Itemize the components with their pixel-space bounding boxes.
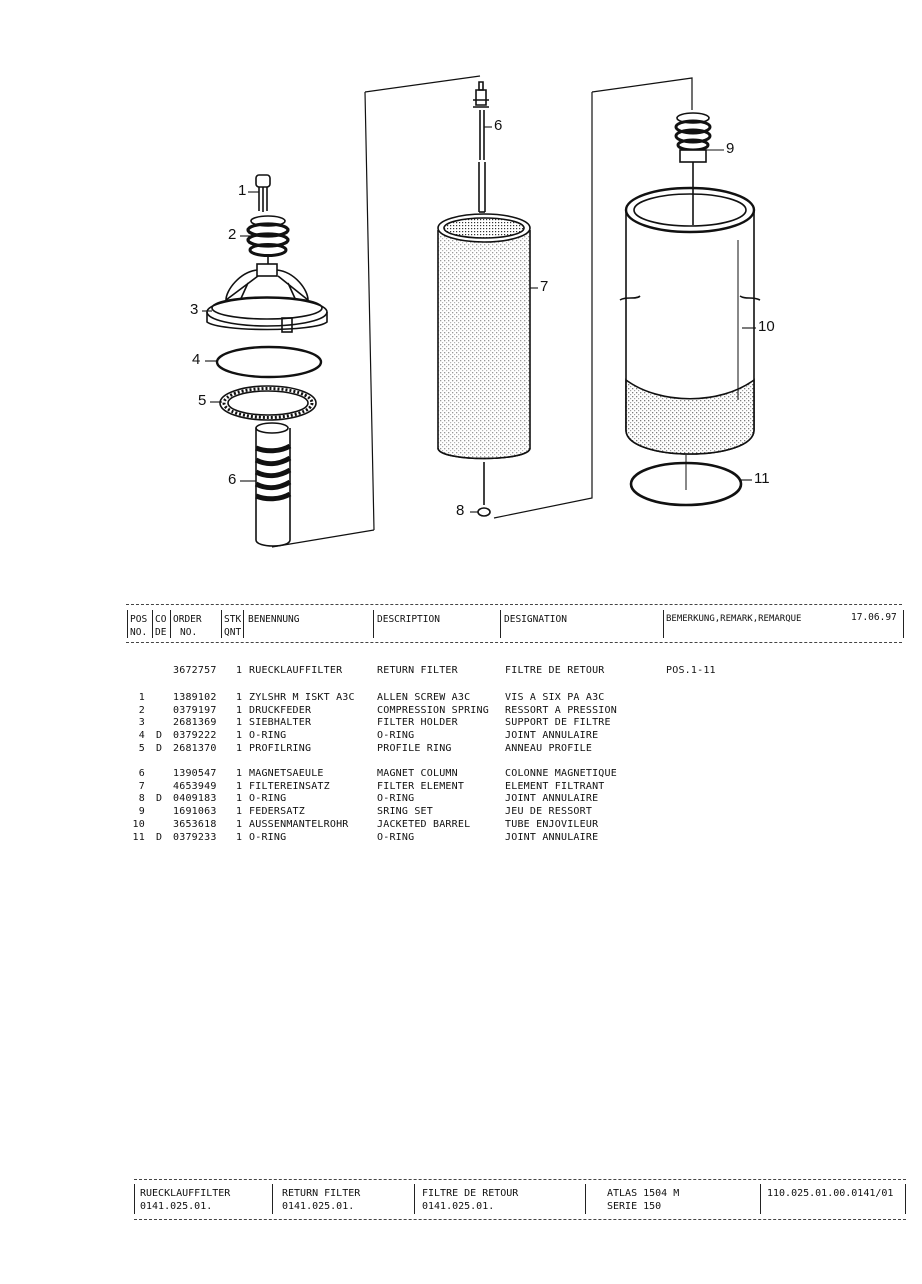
designation-cell: JEU DE RESSORT	[505, 806, 593, 818]
footer-code-1: 0141.025.01.	[140, 1201, 213, 1212]
footer-bottom-rule	[134, 1219, 906, 1220]
description-cell: O-RING	[377, 730, 415, 742]
col-order-no: NO.	[180, 627, 198, 638]
description-cell: FILTER HOLDER	[377, 717, 458, 729]
pos-cell: 3	[138, 717, 145, 729]
magnet-column-part	[256, 423, 290, 546]
benennung-cell: MAGNETSAEULE	[249, 768, 324, 779]
order-cell: 3672757	[173, 665, 217, 676]
pos-cell: 8	[138, 793, 145, 805]
benennung-cell: RUECKLAUFFILTER	[249, 665, 343, 676]
benennung-cell: O-RING	[249, 831, 287, 843]
col-designation: DESIGNATION	[504, 614, 567, 625]
order-cell: 0379233	[173, 831, 217, 843]
designation-cell: JOINT ANNULAIRE	[505, 730, 599, 742]
pos-cell: 9	[138, 806, 145, 818]
allen-screw-part	[256, 175, 270, 212]
description-cell: SRING SET	[377, 806, 433, 818]
designation-cell: ANNEAU PROFILE	[505, 742, 593, 754]
spring-set-part	[676, 113, 710, 225]
pos-cell: 5	[138, 742, 145, 754]
order-cell: 0409183	[173, 793, 217, 805]
stk-cell: 1	[236, 793, 243, 805]
footer-top-rule	[134, 1179, 906, 1180]
pos-cell: 7	[138, 780, 145, 792]
remark-cell: POS.1-11	[666, 665, 716, 676]
footer-code-2: 0141.025.01.	[282, 1201, 355, 1212]
filter-holder-part	[207, 264, 327, 332]
pos-cell: 4	[138, 730, 145, 742]
callout-5: 5	[198, 392, 207, 409]
designation-cell: VIS A SIX PA A3C	[505, 692, 605, 703]
footer-code-3: 0141.025.01.	[422, 1201, 495, 1212]
footer-doc-number: 110.025.01.00.0141/01	[767, 1188, 894, 1199]
footer-name-de: RUECKLAUFFILTER	[140, 1188, 231, 1199]
pos-cell: 10	[132, 818, 145, 830]
pos-cell: 1	[138, 692, 145, 703]
col-pos: POS	[130, 614, 148, 625]
callout-10: 10	[758, 318, 775, 335]
order-cell: 4653949	[173, 780, 217, 792]
designation-cell: JOINT ANNULAIRE	[505, 831, 599, 843]
designation-cell: RESSORT A PRESSION	[505, 704, 617, 716]
benennung-cell: FEDERSATZ	[249, 806, 305, 818]
callout-11: 11	[754, 470, 770, 487]
benennung-cell: DRUCKFEDER	[249, 704, 312, 716]
pos-cell: 11	[132, 831, 145, 843]
stk-cell: 1	[236, 768, 243, 779]
profile-ring-part	[220, 386, 316, 420]
stk-cell: 1	[236, 704, 243, 716]
benennung-cell: FILTEREINSATZ	[249, 780, 330, 792]
designation-cell: COLONNE MAGNETIQUE	[505, 768, 617, 779]
o-ring-part	[217, 347, 321, 377]
description-cell: ALLEN SCREW A3C	[377, 692, 471, 703]
benennung-cell: AUSSENMANTELROHR	[249, 818, 349, 830]
description-cell: RETURN FILTER	[377, 665, 458, 676]
order-cell: 2681370	[173, 742, 217, 754]
stk-cell: 1	[236, 806, 243, 818]
co-cell: D	[156, 831, 163, 843]
order-cell: 2681369	[173, 717, 217, 729]
col-description: DESCRIPTION	[377, 614, 440, 625]
callout-2: 2	[228, 226, 237, 243]
callout-6-left: 6	[228, 471, 237, 488]
filter-element-part	[438, 214, 530, 459]
footer-series: SERIE 150	[607, 1201, 662, 1212]
footer-model: ATLAS 1504 M	[607, 1188, 680, 1199]
stk-cell: 1	[236, 730, 243, 742]
small-o-ring-part	[478, 508, 490, 516]
designation-cell: TUBE ENJOVILEUR	[505, 818, 599, 830]
benennung-cell: SIEBHALTER	[249, 717, 312, 729]
description-cell: PROFILE RING	[377, 742, 452, 754]
description-cell: JACKETED BARREL	[377, 818, 471, 830]
description-cell: O-RING	[377, 831, 415, 843]
callout-1: 1	[238, 182, 247, 199]
co-cell: D	[156, 730, 163, 742]
benennung-cell: ZYLSHR M ISKT A3C	[249, 692, 355, 703]
col-bemerkung: BEMERKUNG,REMARK,REMARQUE	[666, 614, 802, 624]
designation-cell: FILTRE DE RETOUR	[505, 665, 605, 676]
order-cell: 3653618	[173, 818, 217, 830]
stk-cell: 1	[236, 742, 243, 754]
col-qnt: QNT	[224, 627, 242, 638]
designation-cell: ELEMENT FILTRANT	[505, 780, 605, 792]
callout-7: 7	[540, 278, 549, 295]
callout-8: 8	[456, 502, 465, 519]
order-cell: 1389102	[173, 692, 217, 703]
callout-6-middle: 6	[494, 117, 503, 134]
order-cell: 0379197	[173, 704, 217, 716]
callout-9: 9	[726, 140, 735, 157]
benennung-cell: PROFILRING	[249, 742, 312, 754]
header-bottom-rule	[126, 642, 902, 643]
order-cell: 0379222	[173, 730, 217, 742]
description-cell: O-RING	[377, 793, 415, 805]
description-cell: FILTER ELEMENT	[377, 780, 465, 792]
co-cell: D	[156, 742, 163, 754]
stk-cell: 1	[236, 818, 243, 830]
compression-spring-part	[248, 216, 288, 265]
co-cell: D	[156, 793, 163, 805]
benennung-cell: O-RING	[249, 730, 287, 742]
designation-cell: JOINT ANNULAIRE	[505, 793, 599, 805]
footer-name-fr: FILTRE DE RETOUR	[422, 1188, 519, 1199]
benennung-cell: O-RING	[249, 793, 287, 805]
qty-cell: 1	[236, 665, 243, 676]
stk-cell: 1	[236, 717, 243, 729]
col-benennung: BENENNUNG	[248, 614, 300, 625]
col-co: CO	[155, 614, 167, 625]
callout-4: 4	[192, 351, 201, 368]
footer-name-en: RETURN FILTER	[282, 1188, 361, 1199]
magnet-rod-part	[473, 82, 489, 212]
pos-cell: 6	[138, 768, 145, 779]
col-order: ORDER	[173, 614, 202, 625]
callout-3: 3	[190, 301, 199, 318]
order-cell: 1691063	[173, 806, 217, 818]
order-cell: 1390547	[173, 768, 217, 779]
header-top-rule	[126, 604, 902, 605]
pos-cell: 2	[138, 704, 145, 716]
col-pos-no: NO.	[130, 627, 148, 638]
designation-cell: SUPPORT DE FILTRE	[505, 717, 611, 729]
col-stk: STK	[224, 614, 242, 625]
stk-cell: 1	[236, 831, 243, 843]
description-cell: COMPRESSION SPRING	[377, 704, 489, 716]
stk-cell: 1	[236, 780, 243, 792]
description-cell: MAGNET COLUMN	[377, 768, 458, 779]
header-date: 17.06.97	[851, 612, 897, 623]
col-co-de: DE	[155, 627, 167, 638]
jacketed-barrel-part	[620, 188, 760, 454]
stk-cell: 1	[236, 692, 243, 703]
